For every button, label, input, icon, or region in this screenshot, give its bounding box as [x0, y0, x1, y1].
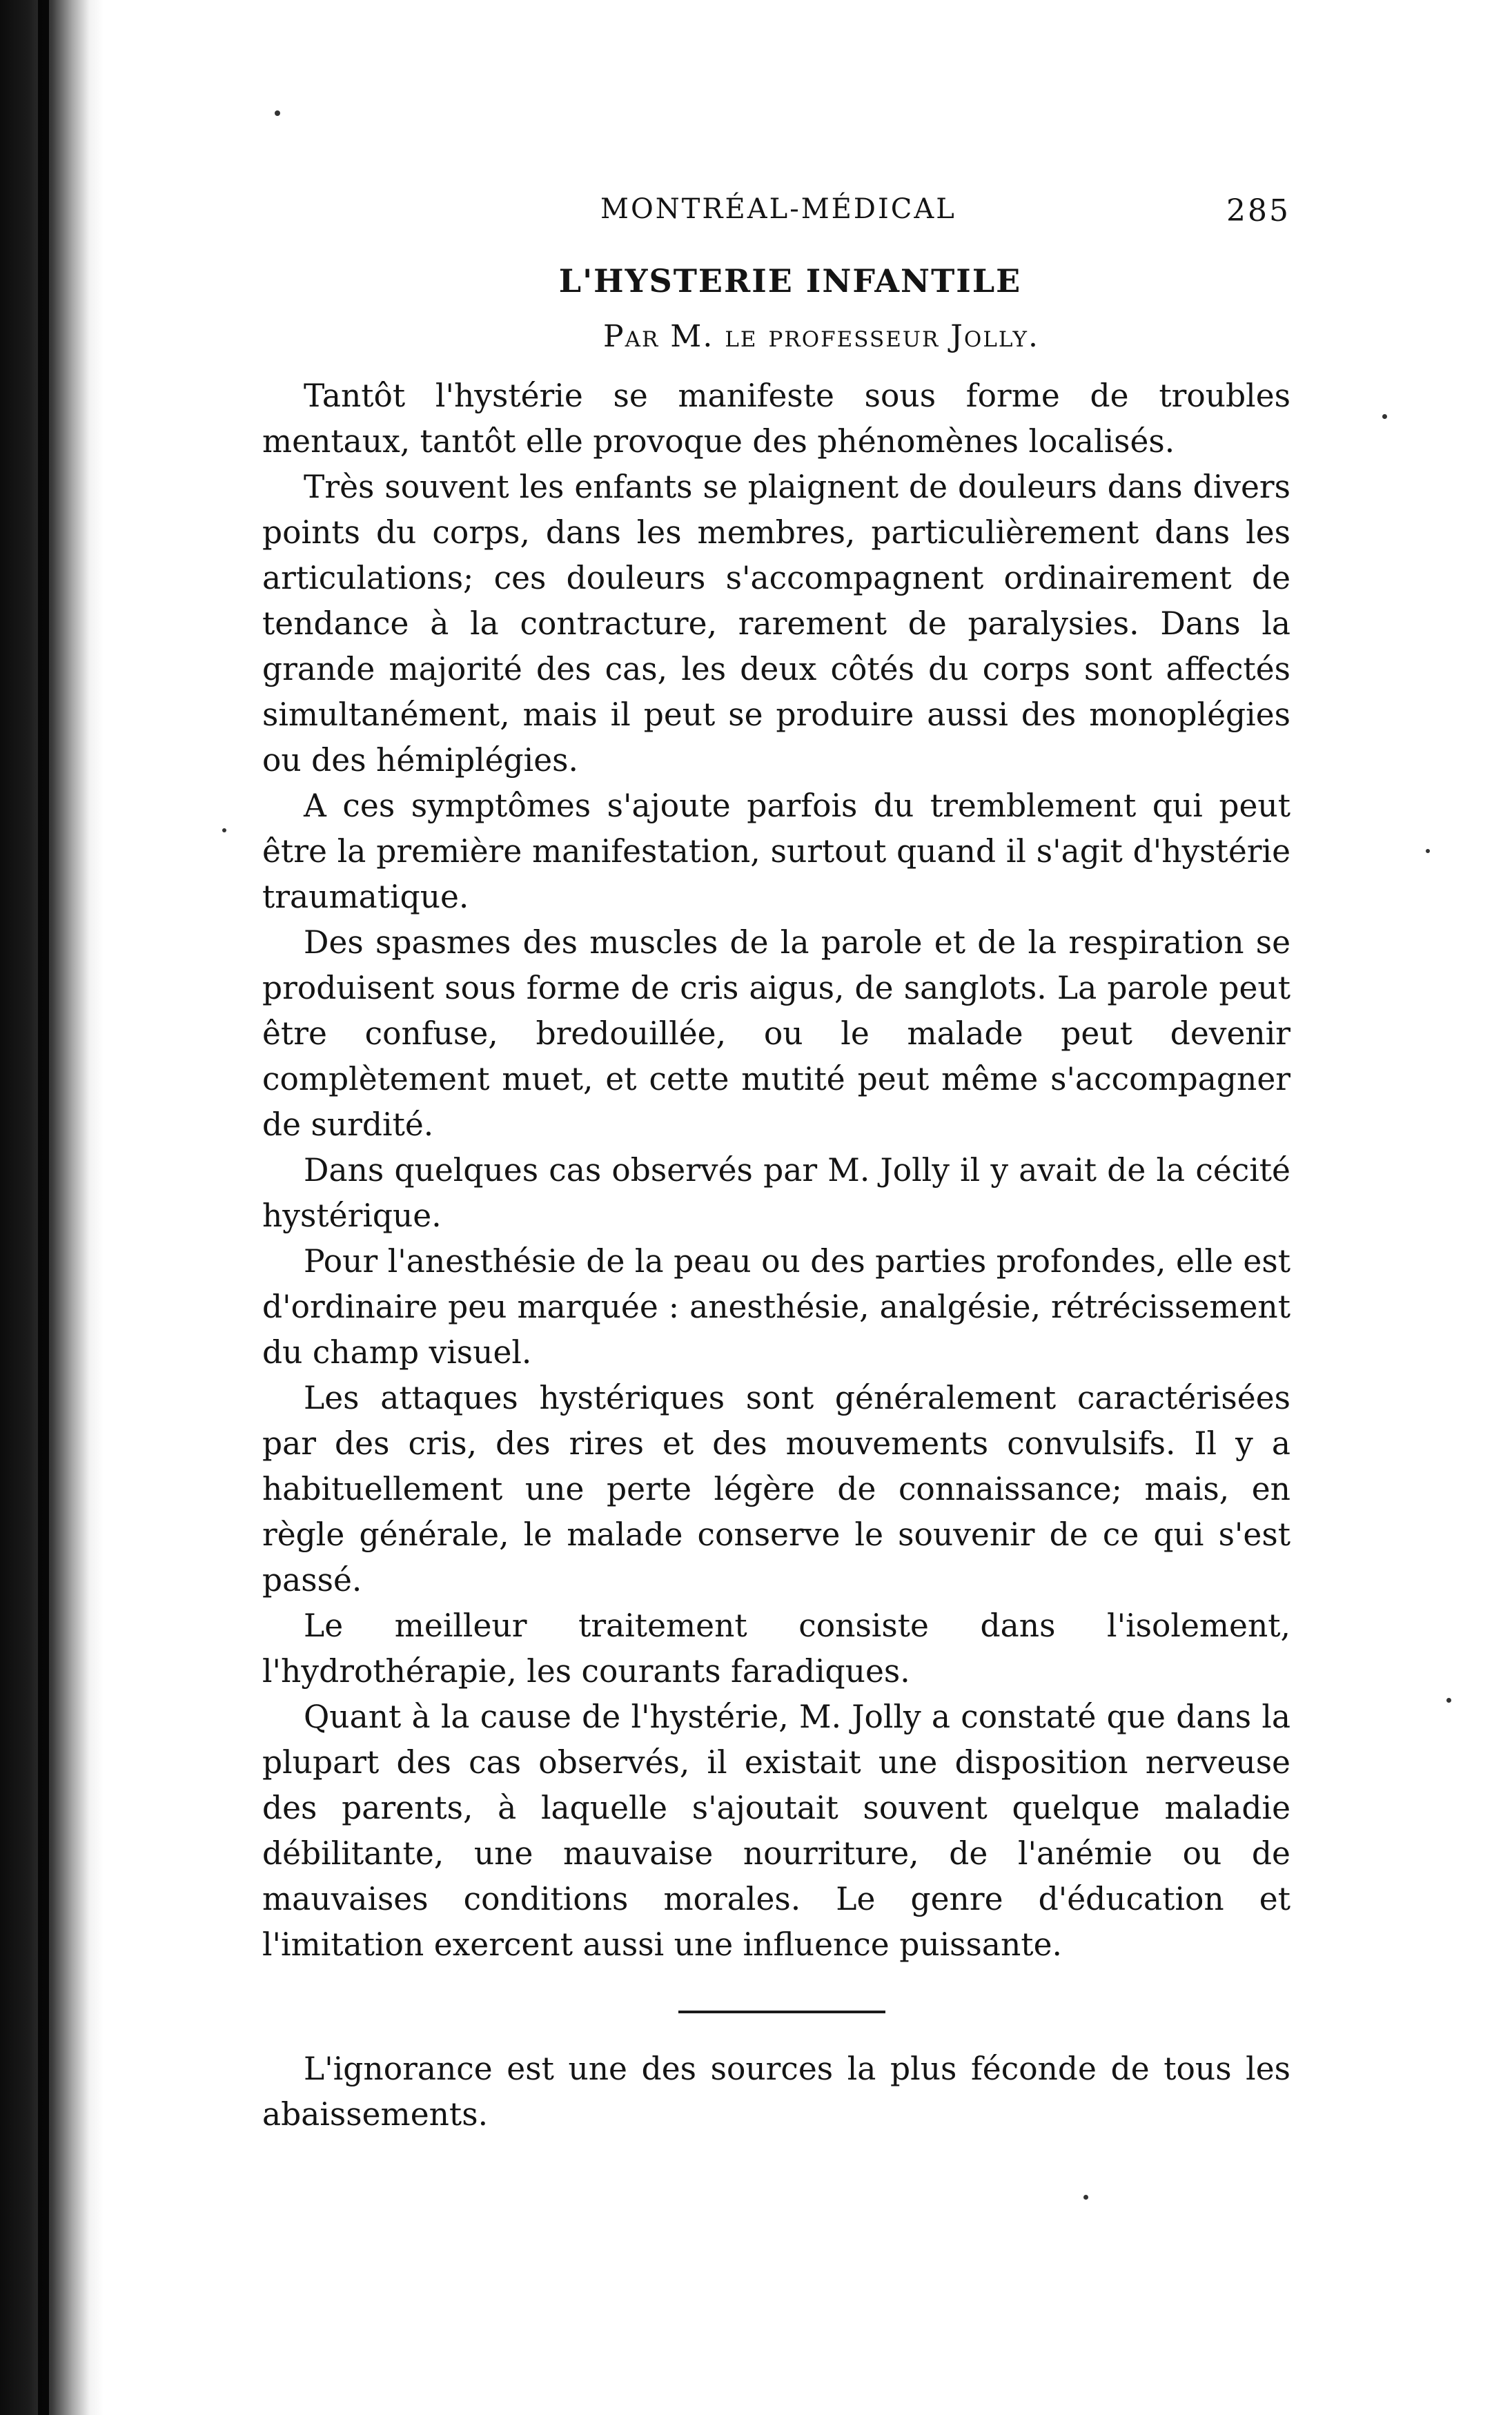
scan-speck [1382, 414, 1387, 419]
paragraph: Les attaques hystériques sont généralement caractérisées par des cris, des rires et des mouvements convulsifs. Il y a habituellement une perte légère de connaissance; mais, en règle générale, le malade conserve le souvenir de ce qui s'est passé. [262, 1380, 1290, 1598]
scan-speck [222, 828, 226, 832]
article-byline: Par M. le professeur Jolly. [602, 319, 1039, 354]
paragraph: Des spasmes des muscles de la parole et de la respiration se produisent sous forme de cris aigus, de sanglots. La parole peut être confuse, bredouillée, ou le malade peut devenir complètement muet, et cette mutité peut même s'accompagner de surdité. [262, 924, 1290, 1143]
paragraph: Pour l'anesthésie de la peau ou des parties profondes, elle est d'ordinaire peu marquée : anesthésie, analgésie, rétrécissement du champ visuel. [262, 1243, 1290, 1371]
journal-title: MONTRÉAL-MÉDICAL [600, 193, 956, 225]
page-binding-edge [0, 0, 104, 2415]
paragraph: Très souvent les enfants se plaignent de douleurs dans divers points du corps, dans les membres, particulièrement dans les articulations; ces douleurs s'accompagnent ordinairement de tendance à la contracture, rarement de paralysies. Dans la grande majorité des cas, les deux côtés du corps sont affectés simultanément, mais il peut se produire aussi des monoplégies ou des hémiplégies. [262, 469, 1290, 779]
running-header [262, 186, 1290, 235]
scan-speck [275, 110, 280, 116]
paragraph: Dans quelques cas observés par M. Jolly il y avait de la cécité hystérique. [262, 1152, 1290, 1234]
paragraph: Le meilleur traitement consiste dans l'isolement, l'hydrothérapie, les courants faradiques. [262, 1607, 1290, 1690]
scan-speck [1426, 849, 1430, 853]
scan-speck [1446, 1698, 1451, 1703]
page-content [262, 186, 1290, 2138]
article-body [262, 373, 1290, 1968]
section-divider [678, 2011, 885, 2013]
paragraph: A ces symptômes s'ajoute parfois du tremblement qui peut être la première manifestation, surtout quand il s'agit d'hystérie traumatique. [262, 788, 1290, 915]
closing-maxim: L'ignorance est une des sources la plus féconde de tous les abaissements. [262, 2051, 1290, 2133]
paragraph: Quant à la cause de l'hystérie, M. Jolly a constaté que dans la plupart des cas observés, il existait une disposition nerveuse des parents, à laquelle s'ajoutait souvent quelque maladie débilitante, une mauvaise nourriture, de l'anémie ou de mauvaises conditions morales. Le genre d'éducation et l'imitation exercent aussi une influence puissante. [262, 1699, 1290, 1963]
binding-spine [38, 0, 49, 2415]
paragraph: Tantôt l'hystérie se manifeste sous forme de troubles mentaux, tantôt elle provoque des phénomènes localisés. [262, 378, 1290, 460]
scan-speck [1083, 2195, 1088, 2200]
page-number: 285 [1226, 193, 1290, 228]
article-title: L'HYSTERIE INFANTILE [558, 262, 1022, 300]
